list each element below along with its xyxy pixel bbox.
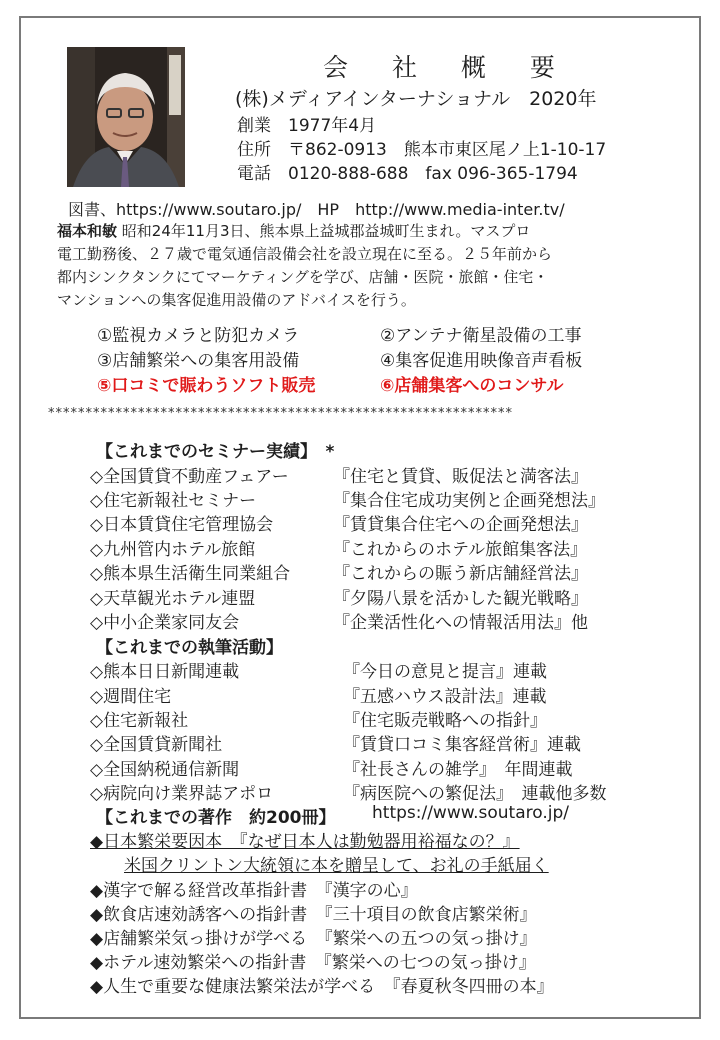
service-item-highlight: ⑤口コミで賑わうソフト販売 [97, 376, 316, 396]
books-url: https://www.soutaro.jp/ [372, 803, 569, 823]
writing-title: 『社長さんの雑学』 年間連載 [343, 760, 573, 780]
book-item: ◆人生で重要な健康法繁栄法が学べる 『春夏秋冬四冊の本』 [90, 977, 554, 997]
book-item: ◆飲食店速効誘客への指針書 『三十項目の飲食店繁栄術』 [90, 905, 537, 925]
asterisk-separator: ************************************************************** [48, 406, 513, 421]
seminar-title: 『賃貸集合住宅への企画発想法』 [333, 515, 588, 535]
page-title: 会 社 概 要 [323, 53, 573, 82]
seminar-title: 『企業活性化への情報活用法』他 [333, 613, 588, 633]
featured-book: ◆日本繁栄要因本 『なぜ日本人は勤勉器用裕福なの？』 [90, 832, 520, 852]
seminar-org: ◇天草観光ホテル連盟 [90, 589, 256, 609]
writing-title: 『病医院への繁促法』 連載他多数 [343, 784, 607, 804]
featured-book-note: 米国クリントン大統領に本を贈呈して、お礼の手紙届く [124, 856, 549, 876]
seminar-title: 『これからのホテル旅館集客法』 [333, 540, 588, 560]
service-item: ③店舗繁栄への集客用設備 [97, 351, 300, 371]
service-item: ④集客促進用映像音声看板 [380, 351, 583, 371]
founded-info: 創業 1977年4月 [237, 116, 377, 136]
bio-line: マンションへの集客促進用設備のアドバイスを行う。 [57, 291, 416, 309]
seminar-org: ◇全国賃貸不動産フェアー [90, 467, 289, 487]
writing-title: 『賃貸口コミ集客経営術』連載 [343, 735, 581, 755]
service-item: ①監視カメラと防犯カメラ [97, 326, 300, 346]
seminars-heading: 【これまでのセミナー実績】 * [96, 442, 335, 462]
writing-org: ◇熊本日日新聞連載 [90, 662, 240, 682]
writing-title: 『今日の意見と提言』連載 [343, 662, 547, 682]
book-item: ◆ホテル速効繁栄への指針書 『繁栄への七つの気っ掛け』 [90, 953, 536, 973]
links-line: 図書、https://www.soutaro.jp/ HP http://www.media-inter.tv/ [68, 200, 565, 219]
bio-line: 昭和24年11月3日、熊本県上益城郡益城町生まれ。マスプロ [121, 222, 531, 240]
writing-org: ◇住宅新報社 [90, 711, 189, 731]
seminar-org: ◇住宅新報社セミナー [90, 491, 257, 511]
phone-info: 電話 0120-888-688 fax 096-365-1794 [237, 164, 578, 184]
writing-org: ◇病院向け業界誌アポロ [90, 784, 274, 804]
books-heading: 【これまでの著作 約200冊】 [96, 808, 336, 828]
author-name: 福本和敏 [57, 222, 118, 240]
writing-title: 『五感ハウス設計法』連載 [343, 687, 547, 707]
portrait-photo [67, 47, 185, 187]
company-name: (株)メディアインターナショナル 2020年 [235, 88, 597, 110]
address-info: 住所 〒862-0913 熊本市東区尾ノ上1-10-17 [237, 140, 607, 160]
bio-line: 電工勤務後、２７歳で電気通信設備会社を設立現在に至る。２５年前から [57, 245, 553, 263]
writing-org: ◇全国納税通信新聞 [90, 760, 240, 780]
book-item: ◆漢字で解る経営改革指針書 『漢字の心』 [90, 881, 418, 901]
writing-heading: 【これまでの執筆活動】 [96, 638, 283, 658]
seminar-title: 『これからの賑う新店舗経営法』 [333, 564, 588, 584]
seminar-title: 『住宅と賃貸、販促法と満客法』 [333, 467, 588, 487]
book-item: ◆店舗繁栄気っ掛けが学べる 『繁栄への五つの気っ掛け』 [90, 929, 537, 949]
writing-title: 『住宅販売戦略への指針』 [343, 711, 547, 731]
seminar-title: 『夕陽八景を活かした観光戦略』 [333, 589, 588, 609]
seminar-org: ◇熊本県生活衛生同業組合 [90, 564, 291, 584]
seminar-org: ◇九州管内ホテル旅館 [90, 540, 256, 560]
writing-org: ◇全国賃貸新聞社 [90, 735, 223, 755]
service-item-highlight: ⑥店舗集客へのコンサル [380, 376, 564, 396]
seminar-org: ◇中小企業家同友会 [90, 613, 240, 633]
bio-line: 都内シンクタンクにてマーケティングを学び、店舗・医院・旅館・住宅・ [57, 268, 549, 286]
seminar-org: ◇日本賃貸住宅管理協会 [90, 515, 274, 535]
service-item: ②アンテナ衛星設備の工事 [380, 326, 582, 346]
seminar-title: 『集合住宅成功実例と企画発想法』 [333, 491, 605, 511]
writing-org: ◇週間住宅 [90, 687, 172, 707]
